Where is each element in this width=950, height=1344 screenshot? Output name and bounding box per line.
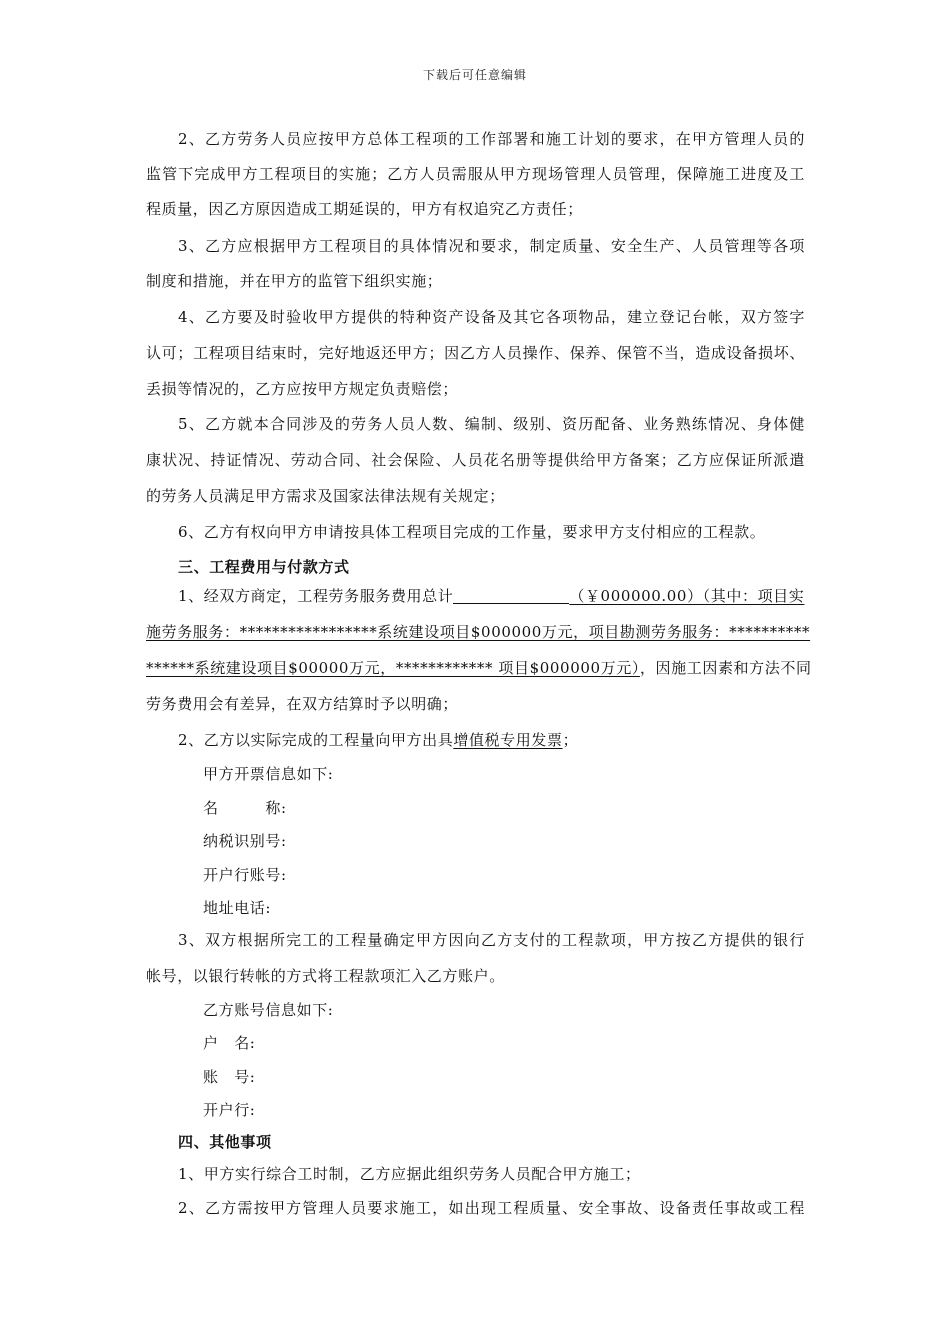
info-line: 名 称: (203, 799, 287, 817)
paragraph-line: 认可；工程项目结束时，完好地返还甲方；因乙方人员操作、保养、保管不当，造成设备损坏、 (146, 344, 805, 362)
paragraph-line: 康状况、持证情况、劳动合同、社会保险、人员花名册等提供给甲方备案；乙方应保证所派遣 (146, 451, 805, 469)
info-line: 乙方账号信息如下: (203, 1001, 334, 1019)
info-line: 甲方开票信息如下: (203, 765, 334, 783)
info-line: 地址电话: (203, 899, 272, 917)
paragraph-line: 程质量，因乙方原因造成工期延误的，甲方有权追究乙方责任； (146, 200, 583, 218)
section-heading: 四、其他事项 (178, 1133, 272, 1151)
paragraph-line (178, 585, 805, 606)
paragraph-line: 3、双方根据所完工的工程量确定甲方因向乙方支付的工程款项，甲方按乙方提供的银行 (178, 931, 805, 949)
paragraph-line: 2、乙方劳务人员应按甲方总体工程项的工作部署和施工计划的要求，在甲方管理人员的 (178, 130, 805, 148)
info-line: 开户行账号: (203, 866, 287, 884)
info-line: 账 号: (203, 1068, 256, 1086)
paragraph-line: 施劳务服务：*****************系统建设项目$000000万元，项目勘测劳务服务：********** (146, 623, 811, 641)
paragraph-line: 4、乙方要及时验收甲方提供的特种资产设备及其它各项物品，建立登记台帐，双方签字 (178, 308, 805, 326)
text-run: 增值税专用发票 (453, 731, 563, 749)
paragraph-line: 2、乙方需按甲方管理人员要求施工，如出现工程质量、安全事故、设备责任事故或工程 (178, 1199, 805, 1217)
section-heading: 三、工程费用与付款方式 (178, 558, 350, 576)
paragraph-line: 1、甲方实行综合工时制，乙方应据此组织劳务人员配合甲方施工； (178, 1165, 641, 1183)
page-header: 下载后可任意编辑 (422, 68, 527, 82)
paragraph-line: 制度和措施，并在甲方的监管下组织实施； (146, 272, 443, 290)
info-line: 纳税识别号: (203, 832, 287, 850)
text-run: ******系统建设项目$00000万元，************ 项目$000000万元） (146, 659, 640, 677)
paragraph-line: 监管下完成甲方工程项目的实施；乙方人员需服从甲方现场管理人员管理，保障施工进度及工 (146, 165, 805, 183)
text-run: ； (562, 731, 579, 749)
text-run: ，因施工因素和方法不同 (639, 659, 812, 677)
text-run: （￥000000.00）（其中：项目实 (569, 587, 805, 605)
paragraph-line (146, 657, 812, 678)
paragraph-line: 丢损等情况的，乙方应按甲方规定负责赔偿； (146, 380, 459, 398)
amount-blank (453, 588, 569, 604)
paragraph-line: 劳务费用会有差异，在双方结算时予以明确； (146, 695, 459, 713)
paragraph-line: 5、乙方就本合同涉及的劳务人员人数、编制、级别、资历配备、业务熟练情况、身体健 (178, 415, 805, 433)
paragraph-line: 6、乙方有权向甲方申请按具体工程项目完成的工作量，要求甲方支付相应的工程款。 (178, 523, 766, 541)
paragraph-line: 的劳务人员满足甲方需求及国家法律法规有关规定； (146, 487, 505, 505)
paragraph-line: 帐号，以银行转帐的方式将工程款项汇入乙方账户。 (146, 967, 505, 985)
text-run: 1、经双方商定，工程劳务服务费用总计 (178, 587, 454, 605)
paragraph-line (178, 729, 578, 750)
info-line: 户 名: (203, 1034, 256, 1052)
paragraph-line: 3、乙方应根据甲方工程项目的具体情况和要求，制定质量、安全生产、人员管理等各项 (178, 237, 805, 255)
info-line: 开户行: (203, 1101, 256, 1119)
text-run: 2、乙方以实际完成的工程量向甲方出具 (178, 731, 454, 749)
